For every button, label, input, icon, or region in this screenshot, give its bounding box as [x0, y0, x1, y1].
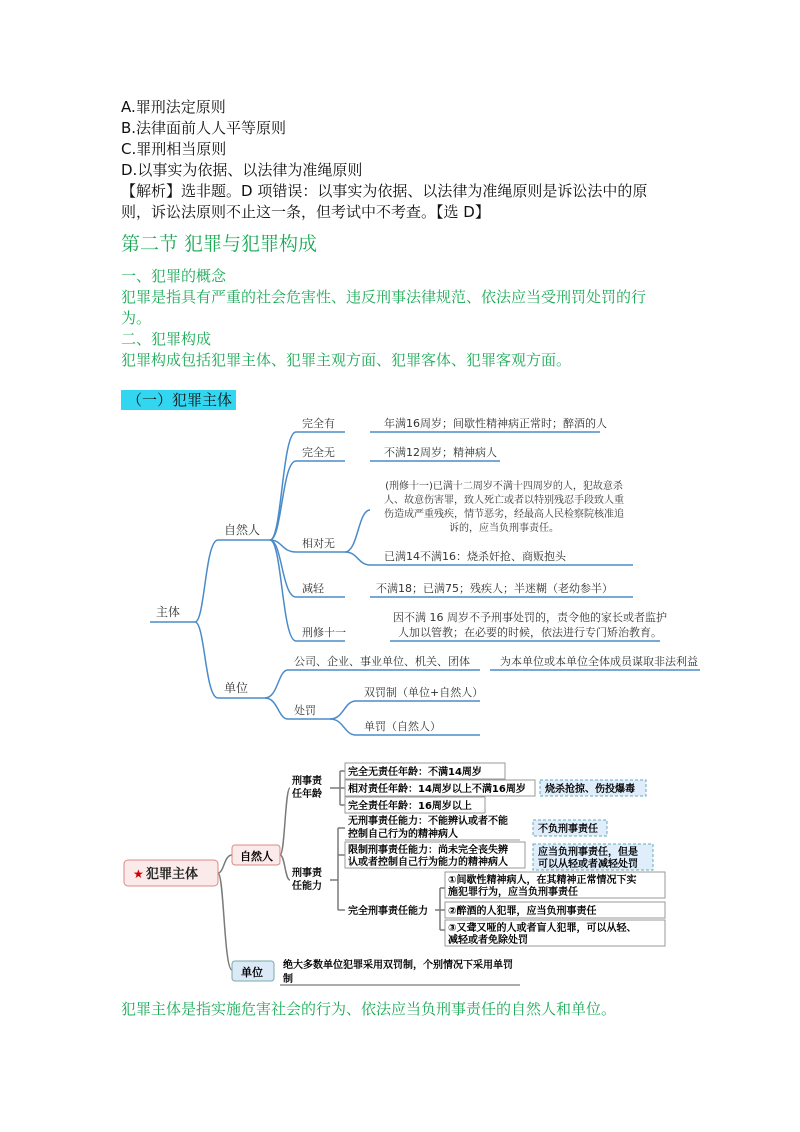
mm2-unit-desc-1: 绝大多数单位犯罪采用双罚制，个别情况下采用单罚: [283, 960, 513, 971]
mm2-age-2: 任年龄: [292, 789, 322, 800]
mm1-rel-desc-3: 伤造成严重残疾，情节恶劣，经最高人民检察院核准追: [384, 509, 624, 520]
mm1-none-desc: 不满12周岁；精神病人: [384, 446, 497, 459]
mm1-root: 主体: [156, 605, 181, 619]
mm1-amend: 刑修十一: [302, 626, 346, 639]
mm2-root: 犯罪主体: [146, 867, 199, 882]
option-d: D.以事实为依据、以法律为准绳原则: [121, 161, 363, 179]
option-a: A.罪刑法定原则: [121, 98, 226, 116]
mm2-age-relative: 相对责任年龄：14周岁以上不满16周岁: [348, 784, 526, 795]
mm2-cap-none-1: 无刑事责任能力：不能辨认或者不能: [348, 816, 508, 827]
mm1-natural: 自然人: [224, 523, 261, 537]
mm2-cap-none-note: 不负刑事责任: [538, 824, 598, 835]
mm2-cap-full-3a: ③又聋又哑的人或者盲人犯罪，可以从轻、: [448, 923, 637, 934]
mm1-relative: 相对无: [302, 537, 335, 550]
mm2-cap-full-1b: 施犯罪行为，应当负刑事责任: [448, 887, 578, 898]
mm2-cap-full: 完全刑事责任能力: [348, 906, 428, 917]
mm1-rel-desc-2: 人、故意伤害罪，致人死亡或者以特别残忍手段致人重: [384, 495, 624, 506]
mm2-cap-1: 刑事责: [292, 868, 322, 879]
mm2-cap-limited-note-1: 应当负刑事责任，但是: [538, 847, 638, 858]
mindmap-subject-detail: [0, 755, 800, 995]
mm1-none: 完全无: [302, 446, 335, 459]
mm2-cap-limited-2: 认或者控制自己行为能力的精神病人: [348, 857, 508, 868]
subject-definition: 犯罪主体是指实施危害社会的行为、依法应当负刑事责任的自然人和单位。: [121, 1000, 617, 1018]
mm2-cap-2: 任能力: [292, 881, 322, 892]
mm1-unit-types-desc: 为本单位或本单位全体成员谋取非法利益: [500, 655, 698, 668]
mm1-rel-desc-4: 诉的，应当负刑事责任。: [449, 523, 559, 534]
mindmap-subject-outline: [0, 400, 800, 740]
mm2-age-1: 刑事责: [292, 776, 322, 787]
analysis-line-1: 【解析】选非题。D 项错误：以事实为依据、以法律为准绳原则是诉讼法中的原: [121, 182, 648, 200]
mm2-cap-full-3b: 减轻或者免除处罚: [448, 935, 528, 946]
subheading-constitution: 二、犯罪构成: [121, 330, 212, 348]
option-c: C.罪刑相当原则: [121, 140, 227, 158]
mm1-double: 双罚制（单位+自然人）: [364, 686, 484, 699]
crime-definition-line-1: 犯罪是指具有严重的社会危害性、违反刑事法律规范、依法应当受刑罚处罚的行: [121, 288, 647, 306]
mm1-punish: 处罚: [294, 704, 316, 717]
mm2-unit-desc-2: 制: [283, 974, 293, 985]
option-b: B.法律面前人人平等原则: [121, 119, 287, 137]
mm2-cap-none-2: 控制自己行为的精神病人: [348, 829, 458, 840]
subject-heading-highlight: （一）犯罪主体: [121, 390, 236, 410]
mm1-reduce-desc: 不满18；已满75；残疾人；半迷糊（老幼参半）: [376, 582, 613, 595]
mm1-full: 完全有: [302, 417, 335, 430]
subheading-concept: 一、犯罪的概念: [121, 267, 227, 285]
mm2-age-relative-note: 烧杀抢掠、伤投爆毒: [545, 784, 635, 795]
mm1-unit: 单位: [224, 681, 249, 695]
mm1-full-desc: 年满16周岁；间歇性精神病正常时；醉酒的人: [384, 417, 607, 430]
mm2-cap-limited-note-2: 可以从轻或者减轻处罚: [538, 859, 638, 870]
constitution-definition: 犯罪构成包括犯罪主体、犯罪主观方面、犯罪客体、犯罪客观方面。: [121, 351, 572, 369]
analysis-line-2: 则，诉讼法原则不止这一条，但考试中不考查。【选 D】: [121, 203, 490, 221]
mm1-unit-types: 公司、企业、事业单位、机关、团体: [294, 655, 470, 668]
mm2-star-icon: ★: [133, 867, 144, 881]
mm2-cap-limited-1: 限制刑事责任能力：尚未完全丧失辨: [348, 845, 508, 856]
mm1-rel-desc2: 已满14不满16：烧杀奸抢、商贩抱头: [384, 550, 566, 563]
mm2-cap-full-1a: ①间歇性精神病人，在其精神正常情况下实: [448, 875, 637, 886]
mm1-amend-desc-2: 人加以管教；在必要的时候，依法进行专门矫治教育。: [398, 626, 662, 639]
mm1-amend-desc-1: 因不满 16 周岁不予刑事处罚的，责令他的家长或者监护: [393, 611, 667, 624]
mm2-natural: 自然人: [240, 850, 273, 863]
mm2-age-full: 完全责任年龄：16周岁以上: [348, 801, 472, 812]
mm2-unit: 单位: [241, 966, 263, 979]
mm2-age-none: 完全无责任年龄：不满14周岁: [348, 767, 482, 778]
mm1-single: 单罚（自然人）: [364, 720, 441, 733]
mm2-cap-full-2: ②醉酒的人犯罪，应当负刑事责任: [448, 906, 597, 917]
crime-definition-line-2: 为。: [121, 309, 152, 327]
mm1-rel-desc-1: (刑修十一)已满十二周岁不满十四周岁的人，犯故意杀: [385, 481, 623, 492]
mm1-reduce: 减轻: [302, 582, 324, 595]
section-title: 第二节 犯罪与犯罪构成: [121, 233, 318, 255]
